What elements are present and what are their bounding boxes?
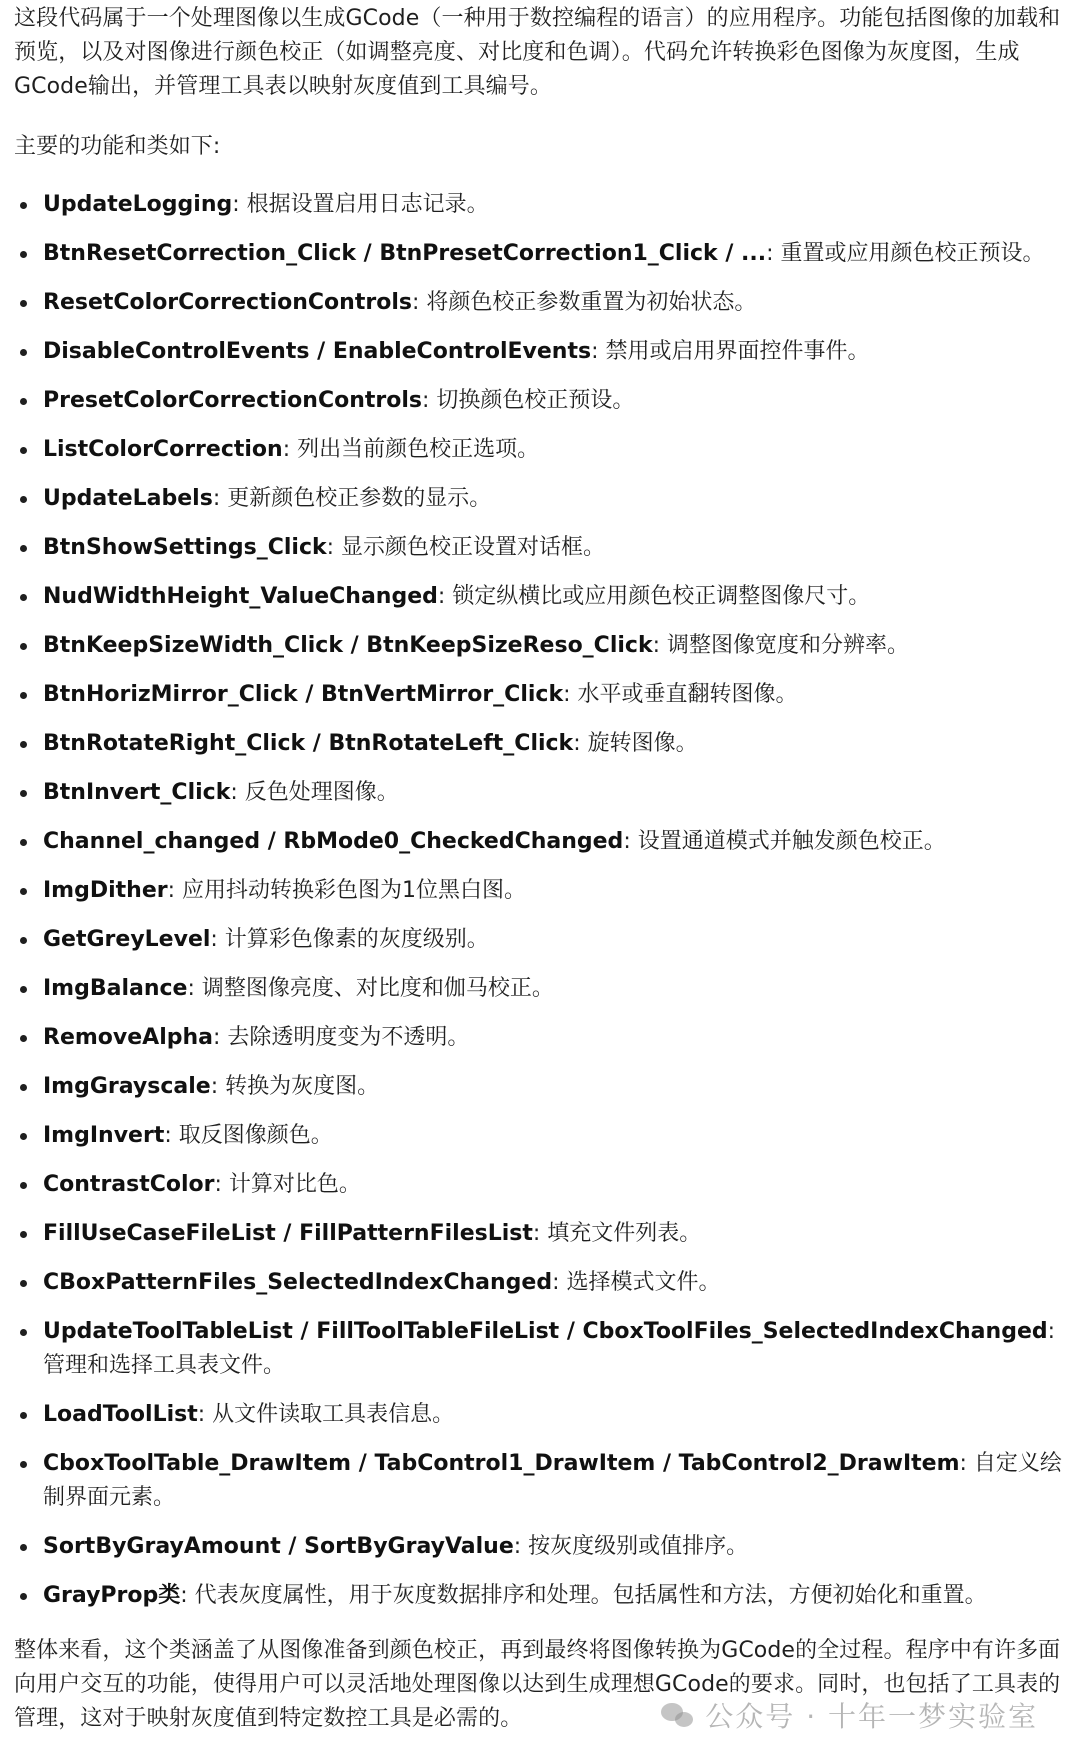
list-item — [14, 237, 1066, 271]
function-name: Channel_changed / RbMode0_CheckedChanged — [43, 829, 624, 854]
list-item — [14, 188, 1066, 222]
function-description: : 取反图像颜色。 — [164, 1123, 333, 1148]
function-description: : 从文件读取工具表信息。 — [197, 1402, 455, 1427]
function-name: PresetColorCorrectionControls — [43, 388, 422, 413]
list-item — [14, 1447, 1066, 1515]
function-description: : 切换颜色校正预设。 — [421, 388, 635, 413]
list-item — [14, 1119, 1066, 1153]
function-name: BtnHorizMirror_Click / BtnVertMirror_Click — [43, 682, 564, 707]
list-item — [14, 874, 1066, 908]
list-item — [14, 776, 1066, 810]
function-name: BtnInvert_Click — [43, 780, 231, 805]
list-item — [14, 727, 1066, 761]
function-description: : 设置通道模式并触发颜色校正。 — [623, 829, 946, 854]
function-name: ListColorCorrection — [43, 437, 283, 462]
function-description: : 列出当前颜色校正选项。 — [282, 437, 540, 462]
list-item — [14, 1070, 1066, 1104]
function-name: NudWidthHeight_ValueChanged — [43, 584, 438, 609]
function-description: : 调整图像宽度和分辨率。 — [652, 633, 909, 658]
intro-paragraph: 这段代码属于一个处理图像以生成GCode（一种用于数控编程的语言）的应用程序。功能包括图像的加载和预览，以及对图像进行颜色校正（如调整亮度、对比度和色调）。代码允许转换彩色图像为灰度图，生成GCode输出，并管理工具表以映射灰度值到工具编号。 — [14, 6, 1061, 99]
function-name: BtnResetCorrection_Click / BtnPresetCorrection1_Click / ... — [43, 241, 767, 266]
list-item — [14, 482, 1066, 516]
function-name: BtnKeepSizeWidth_Click / BtnKeepSizeReso_Click — [43, 633, 653, 658]
function-description: : 重置或应用颜色校正预设。 — [766, 241, 1045, 266]
function-description: : 去除透明度变为不透明。 — [212, 1025, 470, 1050]
function-description: : 更新颜色校正参数的显示。 — [212, 486, 492, 511]
summary-paragraph: 整体来看，这个类涵盖了从图像准备到颜色校正，再到最终将图像转换为GCode的全过程。程序中有许多面向用户交互的功能，使得用户可以灵活地处理图像以达到生成理想GCode的要求。同时，也包括了工具表的管理，这对于映射灰度值到特定数控工具是必需的。 — [14, 1638, 1061, 1731]
function-name: SortByGrayAmount / SortByGrayValue — [43, 1534, 514, 1559]
function-description: : 管理和选择工具表文件。 — [43, 1319, 1056, 1378]
list-item — [14, 335, 1066, 369]
list-item — [14, 1579, 1066, 1613]
function-description: : 水平或垂直翻转图像。 — [563, 682, 798, 707]
function-description: : 将颜色校正参数重置为初始状态。 — [411, 290, 757, 315]
list-item — [14, 1021, 1066, 1055]
list-item — [14, 1168, 1066, 1202]
list-item — [14, 1530, 1066, 1564]
watermark-text: 公众号 · 十年一梦实验室 — [705, 1700, 1038, 1733]
function-name: BtnShowSettings_Click — [43, 535, 327, 560]
list-heading: 主要的功能和类如下: — [14, 134, 221, 159]
function-description: : 选择模式文件。 — [552, 1270, 721, 1295]
function-name: RemoveAlpha — [43, 1025, 213, 1050]
list-item — [14, 825, 1066, 859]
function-name: LoadToolList — [43, 1402, 198, 1427]
list-item — [14, 1398, 1066, 1432]
function-name: CboxToolTable_DrawItem / TabControl1_DrawItem / TabControl2_DrawItem — [43, 1451, 960, 1476]
function-name: GetGreyLevel — [43, 927, 211, 952]
function-description: : 代表灰度属性，用于灰度数据排序和处理。包括属性和方法，方便初始化和重置。 — [180, 1583, 987, 1608]
function-name: BtnRotateRight_Click / BtnRotateLeft_Click — [43, 731, 574, 756]
list-item — [14, 1315, 1066, 1383]
function-name: ContrastColor — [43, 1172, 215, 1197]
function-description: : 填充文件列表。 — [532, 1221, 702, 1246]
function-name: ImgDither — [43, 878, 168, 903]
function-name: ImgInvert — [43, 1123, 165, 1148]
function-description: : 旋转图像。 — [573, 731, 698, 756]
function-description: : 应用抖动转换彩色图为1位黑白图。 — [167, 878, 527, 903]
function-name: ImgBalance — [43, 976, 188, 1001]
function-description: : 反色处理图像。 — [230, 780, 399, 805]
list-item — [14, 972, 1066, 1006]
function-name: GrayProp类 — [43, 1583, 181, 1608]
function-name: DisableControlEvents / EnableControlEvents — [43, 339, 592, 364]
function-description: : 根据设置启用日志记录。 — [232, 192, 489, 217]
list-item — [14, 384, 1066, 418]
function-description: : 计算对比色。 — [214, 1172, 361, 1197]
article — [14, 0, 1066, 1736]
list-item — [14, 286, 1066, 320]
list-item — [14, 580, 1066, 614]
function-name: UpdateToolTableList / FillToolTableFileList / CboxToolFiles_SelectedIndexChanged — [43, 1319, 1048, 1344]
function-list — [14, 188, 1066, 1613]
function-description: : 按灰度级别或值排序。 — [513, 1534, 749, 1559]
function-name: UpdateLabels — [43, 486, 213, 511]
function-description: : 锁定纵横比或应用颜色校正调整图像尺寸。 — [437, 584, 871, 609]
function-name: CBoxPatternFiles_SelectedIndexChanged — [43, 1270, 553, 1295]
function-description: : 计算彩色像素的灰度级别。 — [210, 927, 489, 952]
function-description: : 禁用或启用界面控件事件。 — [591, 339, 870, 364]
function-name: ResetColorCorrectionControls — [43, 290, 412, 315]
function-description: : 转换为灰度图。 — [210, 1074, 380, 1099]
list-item — [14, 1217, 1066, 1251]
list-item — [14, 433, 1066, 467]
list-item — [14, 1266, 1066, 1300]
function-name: ImgGrayscale — [43, 1074, 211, 1099]
list-item — [14, 629, 1066, 663]
function-description: : 自定义绘制界面元素。 — [43, 1451, 1062, 1510]
list-item — [14, 531, 1066, 565]
list-item — [14, 678, 1066, 712]
list-item — [14, 923, 1066, 957]
function-description: : 显示颜色校正设置对话框。 — [326, 535, 606, 560]
function-name: FillUseCaseFileList / FillPatternFilesList — [43, 1221, 533, 1246]
function-name: UpdateLogging — [43, 192, 233, 217]
function-description: : 调整图像亮度、对比度和伽马校正。 — [187, 976, 554, 1001]
